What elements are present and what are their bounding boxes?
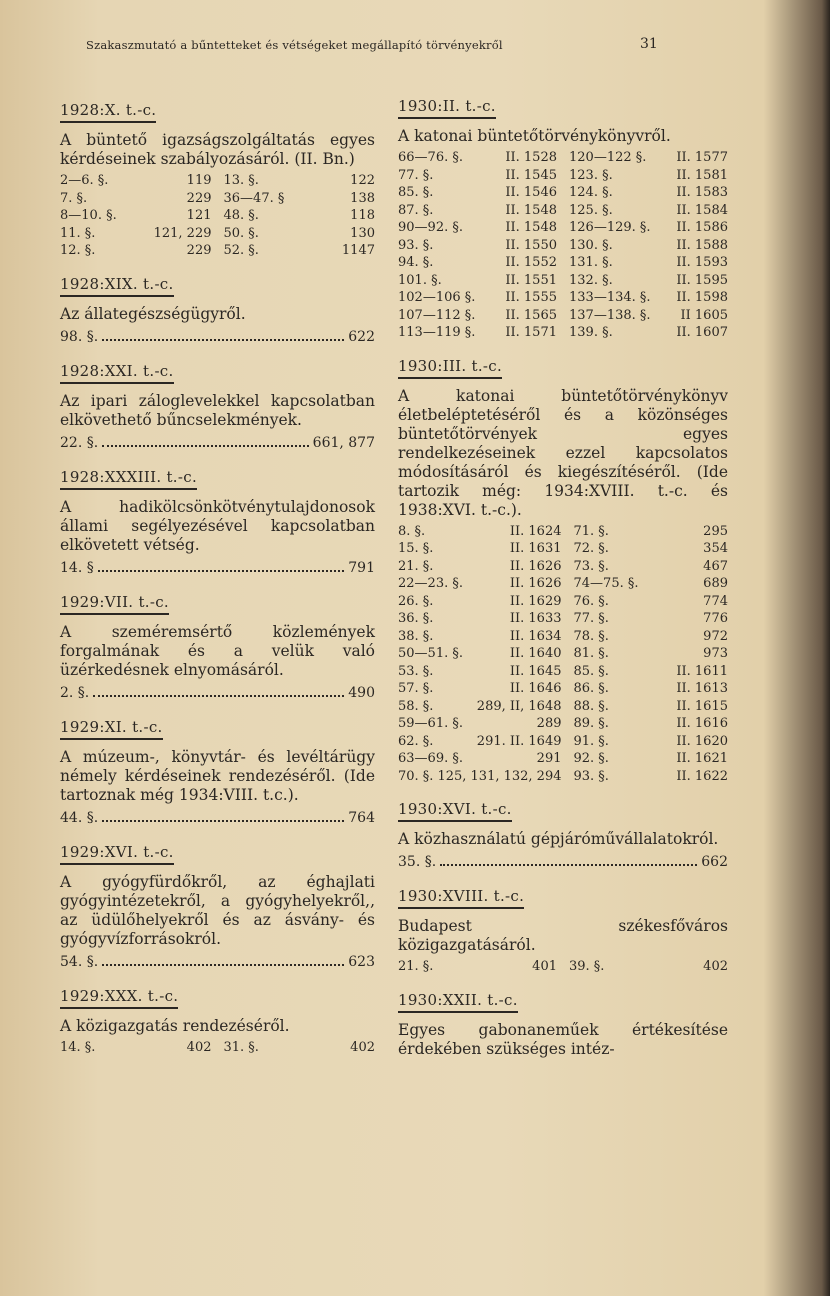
section-heading: 1928:X. t.-c.: [60, 101, 156, 123]
paragraph-ref: 48. §.: [223, 208, 259, 223]
index-section: [60, 986, 375, 1057]
paragraph-ref: 132. §.: [569, 272, 613, 288]
section-title: A hadikölcsönkötvénytulajdonosok állami segélyezésével kapcsolatban elkövetett vétség.: [60, 497, 375, 554]
dot-leader: [440, 852, 697, 866]
paragraph-ref: 120—122 §.: [569, 150, 647, 165]
index-entry: [398, 184, 557, 202]
paragraph-ref: 2—6. §.: [60, 173, 109, 188]
dot-leader: [102, 952, 344, 966]
page-ref: II. 1546: [505, 185, 557, 200]
page-ref: 121, 229: [153, 225, 212, 241]
paragraph-ref: 26. §.: [398, 593, 434, 609]
index-section: [398, 990, 728, 1059]
index-entry: [398, 202, 557, 220]
index-entry: [569, 167, 728, 185]
page-ref: 661, 877: [312, 434, 375, 451]
paragraph-ref: 57. §.: [398, 681, 434, 696]
page-ref: 1147: [341, 243, 375, 258]
paragraph-ref: 54. §.: [60, 953, 99, 970]
index-entry: [398, 958, 557, 976]
index-entry: [398, 272, 557, 290]
index-entry: [574, 610, 729, 628]
dot-leader: [102, 433, 308, 447]
section-heading: 1930:XXII. t.-c.: [398, 991, 518, 1013]
paragraph-ref: 71. §.: [573, 523, 609, 539]
page-ref: 229: [186, 190, 212, 206]
page-ref: II. 1645: [509, 663, 562, 679]
page-ref: II. 1586: [676, 220, 728, 235]
paragraph-ref: 92. §.: [573, 751, 609, 766]
page-ref: II. 1583: [676, 185, 728, 200]
page-ref: II. 1577: [676, 150, 728, 165]
page-ref: II. 1588: [676, 237, 728, 253]
section-title: Az állategészségügyről.: [60, 304, 246, 323]
page-ref: II. 1571: [505, 325, 557, 340]
index-entry: [398, 167, 557, 185]
page-ref: II. 1550: [505, 237, 557, 253]
index-entry: [398, 540, 562, 558]
page-ref: II. 1620: [676, 733, 728, 749]
page-ref: II. 1629: [509, 593, 562, 609]
paragraph-ref: 88. §.: [573, 698, 609, 714]
index-entry: [398, 610, 562, 628]
leader-line: [60, 683, 375, 703]
index-section: [60, 467, 375, 578]
index-entry: [224, 207, 376, 225]
left-column: [60, 100, 375, 1070]
index-entry: [60, 207, 212, 225]
index-entry: [398, 237, 557, 255]
paragraph-ref: 15. §.: [398, 541, 434, 556]
index-entry: [574, 768, 729, 786]
dot-leader: [102, 808, 344, 822]
page-ref: II. 1626: [509, 558, 562, 574]
paragraph-ref: 50. §.: [223, 225, 259, 241]
index-entry: [60, 225, 212, 243]
leader-line: [60, 327, 375, 347]
paragraph-index-grid: [398, 149, 728, 342]
index-entry: [398, 523, 562, 541]
paragraph-ref: 39. §.: [569, 959, 605, 974]
paragraph-ref: 85. §.: [573, 663, 609, 679]
page-ref: II. 1616: [676, 716, 728, 731]
paragraph-ref: 22—23. §.: [398, 576, 463, 591]
paragraph-ref: 36. §.: [398, 611, 434, 626]
page-ref: 622: [348, 328, 375, 345]
section-heading: 1930:II. t.-c.: [398, 97, 496, 119]
dot-leader: [98, 558, 345, 572]
page-ref: 791: [348, 559, 375, 576]
index-entry: [224, 1039, 376, 1057]
paragraph-index-grid: [398, 523, 728, 786]
index-entry: [398, 575, 562, 593]
index-entry: [224, 225, 376, 243]
page-ref: 467: [703, 558, 728, 574]
index-entry: [398, 307, 557, 325]
page-ref: 118: [350, 208, 375, 223]
section-title: A katonai büntetőtörvénykönyv életbeléptetéséről és a közönséges büntetőtörvények egyes rendelkezéseinek ezzel kapcsolatos módosításáról és kiegészítéséről. (Ide tartozik még: 1934:XVIII. t.-c. és 1938:XVI. t.-c.).: [398, 386, 728, 519]
page-ref: II. 1624: [509, 523, 562, 539]
page-ref: II. 1548: [505, 220, 557, 235]
index-entry: [398, 593, 562, 611]
paragraph-ref: 87. §.: [398, 202, 434, 218]
paragraph-ref: 126—129. §.: [569, 220, 651, 235]
index-entry: [398, 149, 557, 167]
index-entry: [569, 289, 728, 307]
paragraph-ref: 38. §.: [398, 628, 434, 644]
page-ref: II. 1631: [509, 541, 562, 556]
index-entry: [398, 733, 562, 751]
paragraph-ref: 7. §.: [60, 190, 88, 206]
index-entry: [60, 242, 212, 260]
section-heading: 1928:XIX. t.-c.: [60, 275, 174, 297]
paragraph-ref: 58. §.: [398, 698, 434, 714]
section-title: A gyógyfürdőkről, az éghajlati gyógyintézetekről, a gyógyhelyekről,, az üdülőhelyekről és az ásvány- és gyógyvízforrásokról.: [60, 872, 375, 948]
paragraph-ref: 98. §.: [60, 328, 99, 345]
page-ref: 291. II. 1649: [476, 733, 562, 749]
page-ref: II. 1622: [676, 768, 728, 784]
paragraph-ref: 101. §.: [398, 272, 442, 288]
page-ref: II. 1565: [505, 307, 557, 323]
page-ref: II. 1555: [505, 290, 557, 305]
index-entry: [569, 237, 728, 255]
section-title: A múzeum-, könyvtár- és levéltárügy némely kérdéseinek rendezéséről. (Ide tartoznak még 1934:VIII. t.c.).: [60, 747, 375, 804]
section-heading: 1929:XI. t.-c.: [60, 718, 163, 740]
page-ref: 289, II, 1648: [476, 698, 562, 714]
index-entry: [574, 645, 729, 663]
paragraph-ref: 14. §.: [60, 1039, 96, 1055]
paragraph-ref: 8. §.: [398, 523, 426, 539]
page-ref: 402: [350, 1039, 375, 1055]
paragraph-ref: 85. §.: [398, 185, 434, 200]
page-ref: II. 1548: [505, 202, 557, 218]
index-entry: [574, 628, 729, 646]
index-entry: [569, 202, 728, 220]
paragraph-ref: 66—76. §.: [398, 150, 463, 165]
section-heading: 1930:III. t.-c.: [398, 357, 502, 379]
page-ref: 138: [350, 190, 375, 206]
paragraph-ref: 78. §.: [573, 628, 609, 644]
index-section: [60, 100, 375, 260]
paragraph-ref: 137—138. §.: [569, 307, 651, 323]
index-entry: [574, 523, 729, 541]
page-ref: II. 1584: [676, 202, 728, 218]
paragraph-ref: 62. §.: [398, 733, 434, 749]
paragraph-ref: 77. §.: [573, 611, 609, 626]
index-section: [398, 886, 728, 976]
index-entry: [569, 307, 728, 325]
index-entry: [398, 768, 562, 786]
paragraph-ref: 124. §.: [569, 185, 613, 200]
page-ref: 291: [536, 751, 562, 766]
index-entry: [224, 242, 376, 260]
section-heading: 1930:XVI. t.-c.: [398, 800, 512, 822]
paragraph-ref: 139. §.: [569, 325, 613, 340]
page-ref: 122: [350, 173, 375, 188]
section-heading: 1928:XXXIII. t.-c.: [60, 468, 197, 490]
leader-line: [60, 433, 375, 453]
leader-line: [60, 808, 375, 828]
index-entry: [398, 715, 562, 733]
page-ref: II. 1595: [676, 272, 728, 288]
running-head: Szakaszmutató a bűntetteket és vétségeket megállapító törvényekről: [86, 38, 503, 52]
index-entry: [398, 558, 562, 576]
paragraph-ref: 63—69. §.: [398, 751, 463, 766]
page-ref: II. 1607: [676, 325, 728, 340]
index-section: [60, 592, 375, 703]
dot-leader: [93, 683, 344, 697]
section-heading: 1929:XVI. t.-c.: [60, 843, 174, 865]
leader-line: [398, 852, 728, 872]
page-ref: 295: [703, 523, 728, 539]
paragraph-ref: 125. §.: [569, 202, 613, 218]
page-ref: 774: [703, 593, 728, 609]
index-entry: [224, 190, 376, 208]
index-entry: [398, 254, 557, 272]
index-entry: [398, 289, 557, 307]
index-section: [60, 842, 375, 972]
section-heading: 1929:XXX. t.-c.: [60, 987, 178, 1009]
index-entry: [574, 593, 729, 611]
section-heading: 1930:XVIII. t.-c.: [398, 887, 524, 909]
paragraph-ref: 113—119 §.: [398, 325, 476, 340]
page-ref: 402: [703, 959, 728, 974]
index-entry: [398, 219, 557, 237]
index-entry: [398, 750, 562, 768]
index-entry: [60, 1039, 212, 1057]
page-ref: 354: [703, 541, 728, 556]
paragraph-ref: 21. §.: [398, 558, 434, 574]
paragraph-ref: 90—92. §.: [398, 220, 463, 235]
paragraph-ref: 77. §.: [398, 167, 434, 183]
paragraph-ref: 35. §.: [398, 854, 437, 870]
page-ref: II. 1626: [509, 576, 562, 591]
paragraph-ref: 44. §.: [60, 809, 99, 826]
index-entry: [574, 540, 729, 558]
paragraph-ref: 52. §.: [223, 243, 259, 258]
index-entry: [569, 219, 728, 237]
page-ref: 130: [350, 225, 375, 241]
page-ref: 623: [348, 953, 375, 970]
index-entry: [574, 750, 729, 768]
index-section: [60, 717, 375, 828]
index-entry: [574, 575, 729, 593]
paragraph-ref: 74—75. §.: [573, 576, 639, 591]
page-ref: 121: [186, 208, 212, 223]
section-heading: 1928:XXI. t.-c.: [60, 362, 174, 384]
paragraph-ref: 86. §.: [573, 681, 609, 696]
section-title: A büntető igazságszolgáltatás egyes kérdéseinek szabályozásáról. (II. Bn.): [60, 131, 375, 168]
paragraph-ref: 93. §.: [573, 768, 609, 784]
paragraph-ref: 12. §.: [60, 243, 96, 258]
section-title: A katonai büntetőtörvénykönyvről.: [398, 127, 671, 145]
right-column: [398, 96, 728, 1073]
index-entry: [569, 324, 728, 342]
page-ref: 776: [703, 611, 728, 626]
leader-line: [60, 952, 375, 972]
page-ref: II. 1552: [505, 255, 557, 270]
paragraph-ref: 107—112 §.: [398, 307, 476, 323]
page-ref: II. 1611: [676, 663, 728, 679]
page-ref: II. 1613: [676, 681, 728, 696]
index-section: [398, 96, 728, 342]
paragraph-ref: 130. §.: [569, 237, 613, 253]
section-title: A közhasználatú gépjáróművállalatokról.: [398, 830, 719, 848]
page-ref: 229: [186, 243, 212, 258]
index-entry: [60, 172, 212, 190]
section-title: Az ipari záloglevelekkel kapcsolatban elkövethető bűncselekmények.: [60, 391, 375, 429]
page-ref: II 1605: [680, 307, 728, 323]
paragraph-ref: 76. §.: [573, 593, 609, 609]
page-ref: 402: [186, 1039, 212, 1055]
index-entry: [398, 680, 562, 698]
page-ref: 689: [703, 576, 728, 591]
index-entry: [574, 715, 729, 733]
page-ref: 401: [532, 959, 557, 974]
dot-leader: [102, 327, 344, 341]
page-ref: II. 1545: [505, 167, 557, 183]
paragraph-index-grid: [60, 172, 375, 260]
page-ref: 490: [348, 684, 375, 701]
paragraph-ref: 21. §.: [398, 959, 434, 974]
paragraph-ref: 2. §.: [60, 684, 90, 701]
page-ref: 119: [186, 173, 212, 188]
page-ref: II. 1551: [505, 272, 557, 288]
page-ref: II. 1640: [509, 646, 562, 661]
paragraph-ref: 73. §.: [573, 558, 609, 574]
paragraph-ref: 8—10. §.: [60, 208, 117, 223]
section-heading: 1929:VII. t.-c.: [60, 593, 169, 615]
index-entry: [569, 272, 728, 290]
index-entry: [398, 663, 562, 681]
index-section: [398, 356, 728, 786]
paragraph-index-grid: [398, 958, 728, 976]
index-entry: [574, 680, 729, 698]
page-ref: II. 1581: [676, 167, 728, 183]
paragraph-ref: 59—61. §.: [398, 716, 463, 731]
index-entry: [398, 628, 562, 646]
paragraph-ref: 81. §.: [573, 646, 609, 661]
index-entry: [574, 698, 729, 716]
paragraph-ref: 102—106 §.: [398, 290, 476, 305]
leader-line: [60, 558, 375, 578]
index-section: [60, 274, 375, 347]
section-title: Budapest székesfőváros közigazgatásáról.: [398, 917, 728, 954]
page-ref: II. 1634: [509, 628, 562, 644]
page-ref: II. 1646: [509, 681, 562, 696]
page-ref: II. 1593: [676, 255, 728, 270]
index-entry: [569, 958, 728, 976]
paragraph-index-grid: [60, 1039, 375, 1057]
paragraph-ref: 89. §.: [573, 716, 609, 731]
paragraph-ref: 94. §.: [398, 255, 434, 270]
page-ref: II. 1633: [509, 611, 562, 626]
index-entry: [398, 698, 562, 716]
paragraph-ref: 11. §.: [60, 225, 96, 241]
page-ref: 289: [536, 716, 562, 731]
index-entry: [569, 254, 728, 272]
page-ref: 764: [348, 809, 375, 826]
page-ref: II. 1615: [676, 698, 728, 714]
index-entry: [574, 663, 729, 681]
paragraph-ref: 93. §.: [398, 237, 434, 253]
paragraph-ref: 50—51. §.: [398, 646, 463, 661]
paragraph-ref: 131. §.: [569, 255, 613, 270]
index-entry: [398, 324, 557, 342]
index-section: [60, 361, 375, 453]
section-title: Egyes gabonaneműek értékesítése érdekében szükséges intéz-: [398, 1020, 728, 1058]
paragraph-ref: 36—47. §: [223, 190, 285, 206]
page-ref: II. 1621: [676, 751, 728, 766]
paragraph-ref: 14. §: [60, 559, 94, 576]
page-ref: 972: [703, 628, 728, 644]
index-entry: [574, 733, 729, 751]
page-ref: II. 1598: [676, 290, 728, 305]
page-number: 31: [640, 36, 658, 52]
paragraph-ref: 70. §.: [398, 768, 434, 784]
page-ref: 973: [703, 646, 728, 661]
index-section: [398, 799, 728, 872]
paragraph-ref: 13. §.: [223, 173, 259, 188]
index-entry: [569, 184, 728, 202]
page-ref: 125, 131, 132, 294: [437, 768, 562, 784]
paragraph-ref: 72. §.: [573, 541, 609, 556]
section-title: A közigazgatás rendezéséről.: [60, 1016, 290, 1035]
page-ref: II. 1528: [505, 150, 557, 165]
page-ref: 662: [701, 854, 728, 870]
section-title: A szeméremsértő közlemények forgalmának és a velük való üzérkedésnek elnyomásáról.: [60, 622, 375, 679]
index-entry: [398, 645, 562, 663]
paragraph-ref: 22. §.: [60, 434, 99, 451]
paragraph-ref: 91. §.: [573, 733, 609, 749]
paragraph-ref: 53. §.: [398, 663, 434, 679]
index-entry: [574, 558, 729, 576]
paragraph-ref: 133—134. §.: [569, 290, 651, 305]
index-entry: [60, 190, 212, 208]
index-entry: [569, 149, 728, 167]
paragraph-ref: 31. §.: [223, 1039, 259, 1055]
index-entry: [224, 172, 376, 190]
paragraph-ref: 123. §.: [569, 167, 613, 183]
